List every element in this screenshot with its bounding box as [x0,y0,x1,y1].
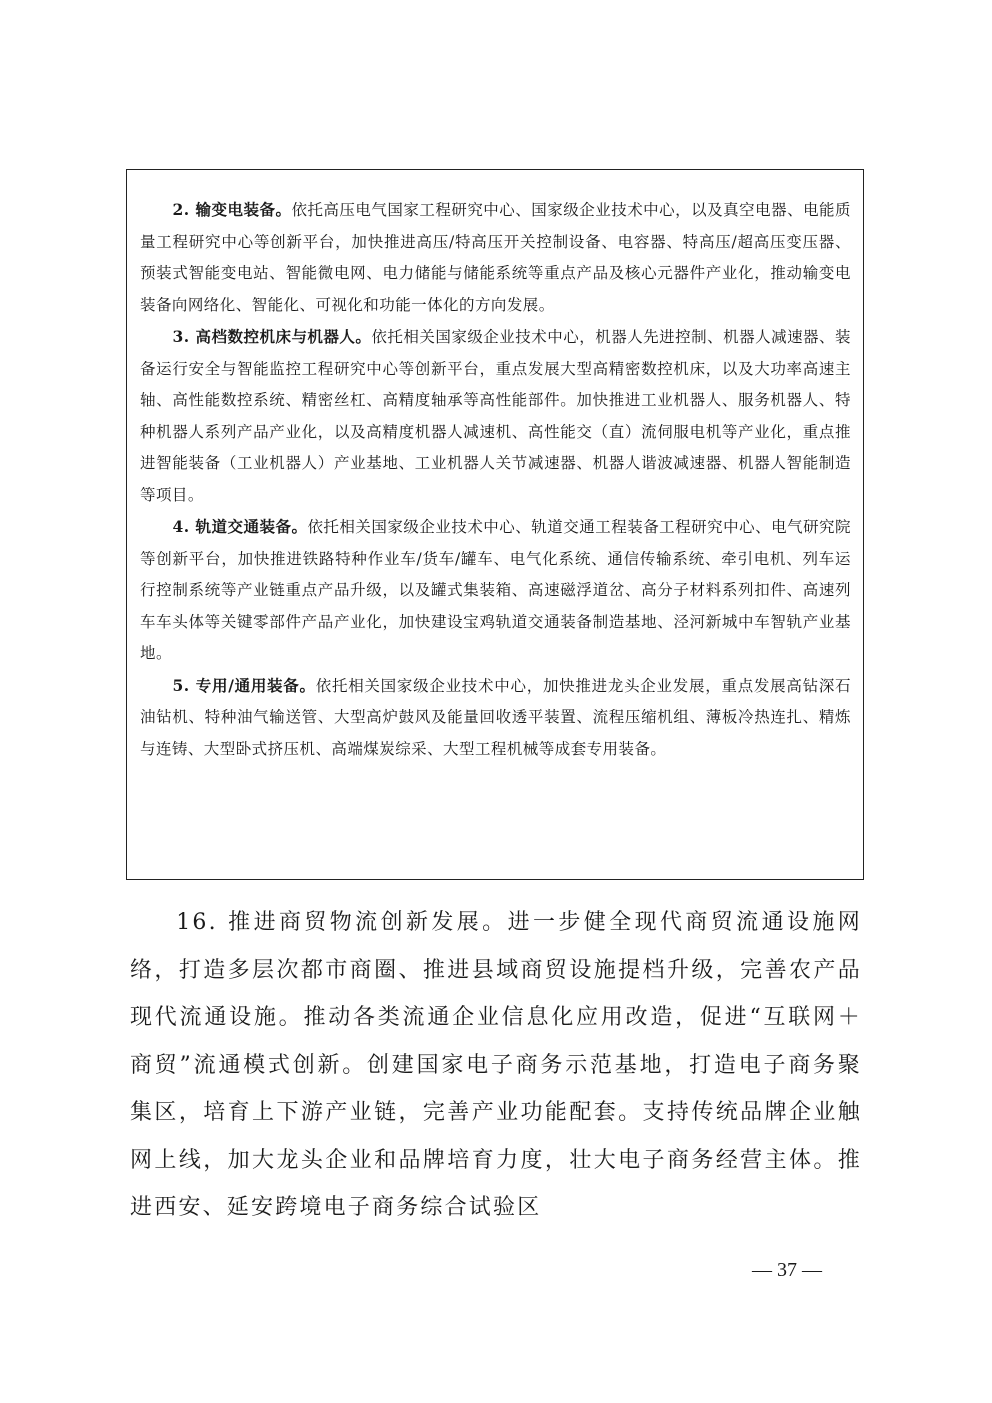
paragraph-text: 依托相关国家级企业技术中心、轨道交通工程装备工程研究中心、电气研究院等创新平台，加快推进铁路特种作业车/货车/罐车、电气化系统、通信传输系统、牵引电机、列车运行控制系统等产业链重点产品升级，以及罐式集装箱、高速磁浮道岔、高分子材料系列扣件、高速列车车头体等关键零部件产品产业化，加快建设宝鸡轨道交通装备制造基地、泾河新城中车智轨产业基地。 [140,518,851,662]
main-body [130,899,862,1232]
highlight-box [126,169,864,880]
paragraph-text: 依托相关国家级企业技术中心，机器人先进控制、机器人减速器、装备运行安全与智能监控工程研究中心等创新平台，重点发展大型高精密数控机床，以及大功率高速主轴、高性能数控系统、精密丝杠、高精度轴承等高性能部件。加快推进工业机器人、服务机器人、特种机器人系列产品产业化，以及高精度机器人减速机、高性能交（直）流伺服电机等产业化，重点推进智能装备（工业机器人）产业基地、工业机器人关节减速器、机器人谐波减速器、机器人智能制造等项目。 [140,328,851,504]
page-number: — 37 — [752,1259,822,1281]
paragraph-heading: 2. 输变电装备。 [172,200,292,219]
paragraph-text: 依托高压电气国家工程研究中心、国家级企业技术中心，以及真空电器、电能质量工程研究中心等创新平台，加快推进高压/特高压开关控制设备、电容器、特高压/超高压变压器、预装式智能变电站、智能微电网、电力储能与储能系统等重点产品及核心元器件产业化，推动输变电装备向网络化、智能化、可视化和功能一体化的方向发展。 [140,201,851,314]
paragraph-heading: 4. 轨道交通装备。 [172,517,308,536]
paragraph-heading: 5. 专用/通用装备。 [172,675,316,695]
box-paragraph-transmission [140,194,851,321]
box-paragraph-special-equipment [140,670,851,766]
paragraph-heading: 3. 高档数控机床与机器人。 [172,327,372,346]
box-paragraph-rail-transit [140,511,851,670]
paragraph-text: 依托相关国家级企业技术中心，加快推进龙头企业发展，重点发展高钻深石油钻机、特种油气输送管、大型高炉鼓风及能量回收透平装置、流程压缩机组、薄板冷热连扎、精炼与连铸、大型卧式挤压机、高端煤炭综采、大型工程机械等成套专用装备。 [140,676,851,758]
body-paragraph-commerce-logistics: 16. 推进商贸物流创新发展。进一步健全现代商贸流通设施网络，打造多层次都市商圈、推进县域商贸设施提档升级，完善农产品现代流通设施。推动各类流通企业信息化应用改造，促进“互联网＋商贸”流通模式创新。创建国家电子商务示范基地，打造电子商务聚集区，培育上下游产业链，完善产业功能配套。支持传统品牌企业触网上线，加大龙头企业和品牌培育力度，壮大电子商务经营主体。推进西安、延安跨境电子商务综合试验区 [130,910,862,1220]
box-paragraph-cnc-robots [140,321,851,511]
